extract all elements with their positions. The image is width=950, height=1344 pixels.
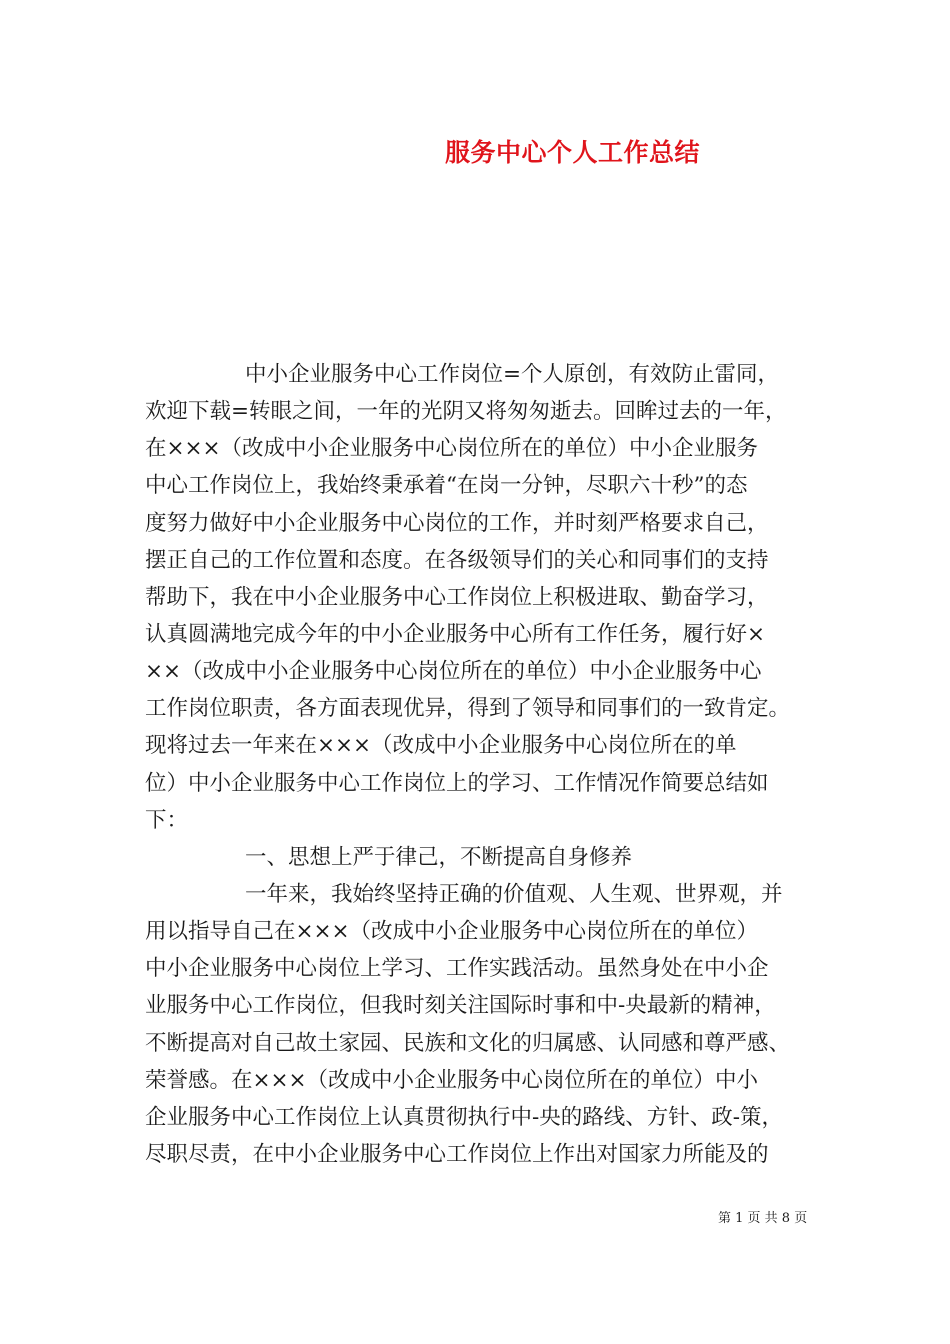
paragraph-line: 欢迎下载=转眼之间，一年的光阴又将匆匆逝去。回眸过去的一年， <box>145 399 787 425</box>
paragraph-line: 在×××（改成中小企业服务中心岗位所在的单位）中小企业服务 <box>145 436 759 462</box>
paragraph-line: 帮助下，我在中小企业服务中心工作岗位上积极进取、勤奋学习， <box>145 584 769 610</box>
paragraph-line: 荣誉感。在×××（改成中小企业服务中心岗位所在的单位）中小 <box>145 1067 759 1093</box>
paragraph-line: 一年来，我始终坚持正确的价值观、人生观、世界观，并 <box>245 881 783 907</box>
paragraph-line: 位）中小企业服务中心工作岗位上的学习、工作情况作简要总结如 <box>145 770 769 796</box>
paragraph-line: 度努力做好中小企业服务中心岗位的工作，并时刻严格要求自己， <box>145 510 769 536</box>
paragraph-line: 中小企业服务中心岗位上学习、工作实践活动。虽然身处在中小企 <box>145 956 769 982</box>
paragraph-line: 用以指导自己在×××（改成中小企业服务中心岗位所在的单位） <box>145 919 759 945</box>
paragraph-line: 不断提高对自己故土家园、民族和文化的归属感、认同感和尊严感、 <box>145 1030 791 1056</box>
paragraph-line: 中小企业服务中心工作岗位=个人原创，有效防止雷同， <box>245 362 780 387</box>
paragraph-line: 认真圆满地完成今年的中小企业服务中心所有工作任务，履行好× <box>145 621 766 647</box>
paragraph-line: 摆正自己的工作位置和态度。在各级领导们的关心和同事们的支持 <box>145 547 769 573</box>
paragraph-line: 企业服务中心工作岗位上认真贯彻执行中-央的路线、方针、政-策， <box>145 1104 784 1130</box>
document-title: 服务中心个人工作总结 <box>445 138 701 167</box>
paragraph-line: 现将过去一年来在×××（改成中小企业服务中心岗位所在的单 <box>145 733 737 759</box>
paragraph-line: 工作岗位职责，各方面表现优异，得到了领导和同事们的一致肯定。 <box>145 696 791 722</box>
paragraph-line: 中心工作岗位上，我始终秉承着“在岗一分钟，尽职六十秒”的态 <box>145 473 748 499</box>
paragraph-line: ××（改成中小企业服务中心岗位所在的单位）中小企业服务中心 <box>145 659 762 685</box>
page-footer: 第 1 页 共 8 页 <box>718 1211 808 1226</box>
section-heading: 一、思想上严于律己，不断提高自身修养 <box>245 844 633 870</box>
paragraph-line: 下： <box>145 807 189 833</box>
document-body <box>145 356 810 1173</box>
paragraph-line: 尽职尽责，在中小企业服务中心工作岗位上作出对国家力所能及的 <box>145 1141 769 1167</box>
paragraph-line: 业服务中心工作岗位，但我时刻关注国际时事和中-央最新的精神， <box>145 993 776 1019</box>
